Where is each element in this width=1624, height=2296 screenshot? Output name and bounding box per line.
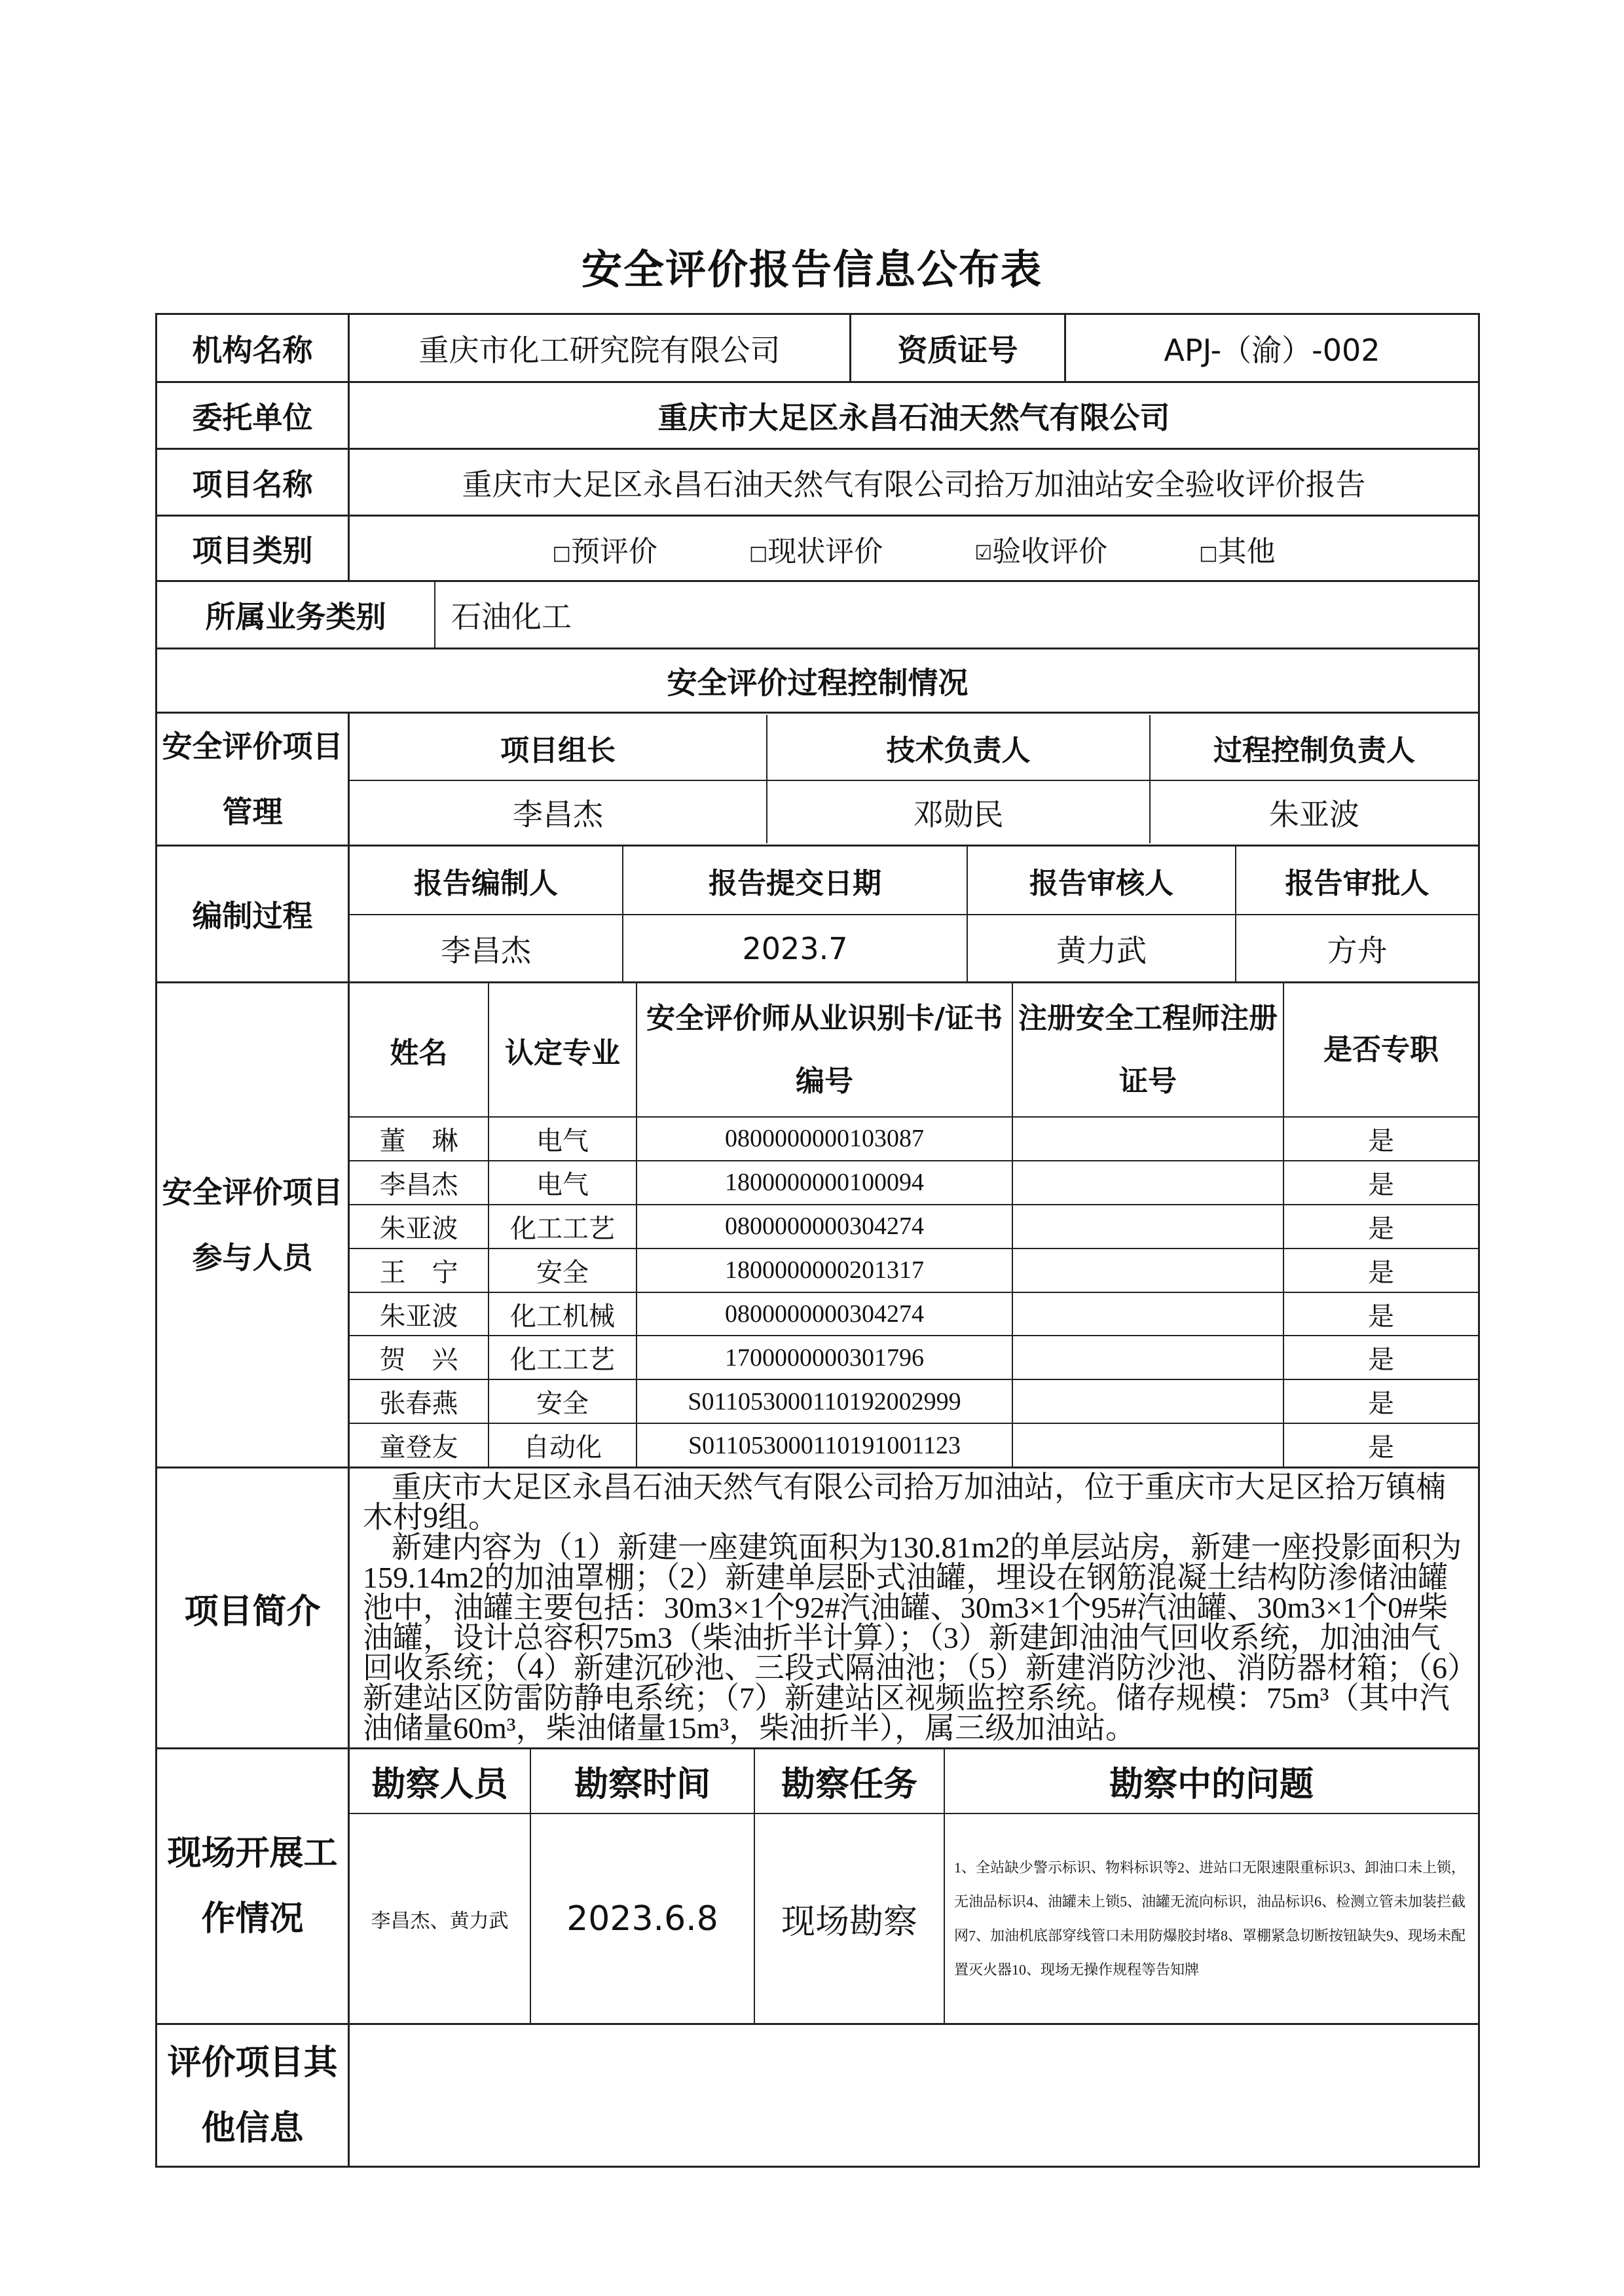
site-header: 勘察任务 (754, 1749, 944, 1813)
summary-paragraph: 新建内容为（1）新建一座建筑面积为130.81m2的单层站房，新建一座投影面积为159.14m2的加油罩棚；（2）新建单层卧式油罐，埋设在钢筋混凝土结构防渗储油罐池中，油罐主要包括：30m3×1个92#汽油罐、30m3×1个95#汽油罐、30m3×1个0#柴油罐，设计总容积75m3（柴油折半计算）；（3）新建卸油油气回收系统，加油油气回收系统；（4）新建沉砂池、三段式隔油池；（5）新建消防沙池、消防器材箱；（6）新建站区防雷防静电系统；（7）新建站区视频监控系统。储存规模：75m³（其中汽油储量60m³，柴油储量15m³，柴油折半），属三级加油站。 (363, 1531, 1462, 1745)
site-surveyors: 李昌杰、黄力武 (350, 1813, 530, 2023)
management-value: 朱亚波 (1150, 780, 1478, 843)
client-label: 委托单位 (157, 382, 349, 449)
table-row: 王 宁 安全 1800000000201317 是 (350, 1248, 1478, 1292)
page-title: 安全评价报告信息公布表 (581, 246, 1043, 293)
summary-text (349, 1468, 1479, 1749)
site-date: 2023.6.8 (530, 1813, 754, 2023)
management-value: 李昌杰 (350, 780, 767, 843)
summary-label: 项目简介 (157, 1468, 349, 1749)
org-value: 重庆市化工研究院有限公司 (349, 314, 851, 382)
project-value: 重庆市大足区永昌石油天然气有限公司拾万加油站安全验收评价报告 (349, 449, 1479, 516)
compile-value: 方舟 (1236, 915, 1478, 981)
option-status-evaluation: □现状评价 (748, 534, 883, 568)
compile-value: 2023.7 (623, 915, 967, 981)
participants-header: 认定专业 (489, 983, 637, 1117)
management-header: 项目组长 (350, 715, 767, 780)
management-header: 过程控制负责人 (1150, 715, 1478, 780)
checkbox-icon: □ (748, 541, 768, 564)
business-value: 石油化工 (435, 582, 1478, 647)
management-label: 安全评价项目管理 (157, 713, 349, 846)
table-row: 董 琳 电气 0800000000103087 是 (350, 1117, 1478, 1161)
site-label: 现场开展工作情况 (157, 1749, 349, 2024)
table-row: 张春燕 安全 S011053000110192002999 是 (350, 1379, 1478, 1423)
table-row: 贺 兴 化工工艺 1700000000301796 是 (350, 1336, 1478, 1379)
cert-label: 资质证号 (851, 314, 1065, 382)
business-label: 所属业务类别 (157, 582, 435, 647)
site-issues: 1、全站缺少警示标识、物料标识等2、进站口无限速限重标识3、卸油口未上锁，无油品标识4、油罐未上锁5、油罐无流向标识，油品标识6、检测立管未加装拦截网7、加油机底部穿线管口未用防爆胶封堵8、罩棚紧急切断按钮缺失9、现场未配置灭火器10、现场无操作规程等告知牌 (944, 1813, 1478, 2023)
compile-label: 编制过程 (157, 846, 349, 983)
compile-header: 报告审核人 (967, 847, 1236, 915)
management-value: 邓勋民 (767, 780, 1150, 843)
participants-label: 安全评价项目参与人员 (157, 983, 349, 1468)
option-other: □其他 (1199, 534, 1276, 568)
other-value (349, 2024, 1479, 2167)
compile-value: 李昌杰 (350, 915, 623, 981)
checkbox-icon: □ (552, 541, 571, 564)
checkbox-icon: □ (1199, 541, 1218, 564)
compile-header: 报告审批人 (1236, 847, 1478, 915)
site-header: 勘察中的问题 (944, 1749, 1478, 1813)
other-label: 评价项目其他信息 (157, 2024, 349, 2167)
site-task: 现场勘察 (754, 1813, 944, 2023)
checkbox-checked-icon: ☑ (974, 541, 993, 564)
table-row: 李昌杰 电气 1800000000100094 是 (350, 1161, 1478, 1205)
participants-header: 是否专职 (1283, 983, 1478, 1117)
table-row: 童登友 自动化 S011053000110191001123 是 (350, 1423, 1478, 1467)
info-table (155, 313, 1480, 2168)
client-value: 重庆市大足区永昌石油天然气有限公司 (349, 382, 1479, 449)
participants-header: 安全评价师从业识别卡/证书编号 (637, 983, 1012, 1117)
cert-value: APJ-（渝）-002 (1065, 314, 1479, 382)
option-acceptance-evaluation: ☑验收评价 (974, 534, 1108, 568)
compile-header: 报告提交日期 (623, 847, 967, 915)
option-pre-evaluation: □预评价 (552, 534, 657, 568)
compile-header: 报告编制人 (350, 847, 623, 915)
process-section-title: 安全评价过程控制情况 (157, 649, 1479, 713)
management-header: 技术负责人 (767, 715, 1150, 780)
category-options (349, 516, 1479, 581)
site-header: 勘察时间 (530, 1749, 754, 1813)
table-row: 朱亚波 化工机械 0800000000304274 是 (350, 1292, 1478, 1336)
participants-header: 姓名 (350, 983, 489, 1117)
site-header: 勘察人员 (350, 1749, 530, 1813)
org-label: 机构名称 (157, 314, 349, 382)
summary-paragraph: 重庆市大足区永昌石油天然气有限公司拾万加油站，位于重庆市大足区拾万镇楠木村9组。 (363, 1470, 1446, 1534)
table-row: 朱亚波 化工工艺 0800000000304274 是 (350, 1205, 1478, 1248)
participants-header: 注册安全工程师注册证号 (1012, 983, 1283, 1117)
project-label: 项目名称 (157, 449, 349, 516)
compile-value: 黄力武 (967, 915, 1236, 981)
category-label: 项目类别 (157, 516, 349, 581)
